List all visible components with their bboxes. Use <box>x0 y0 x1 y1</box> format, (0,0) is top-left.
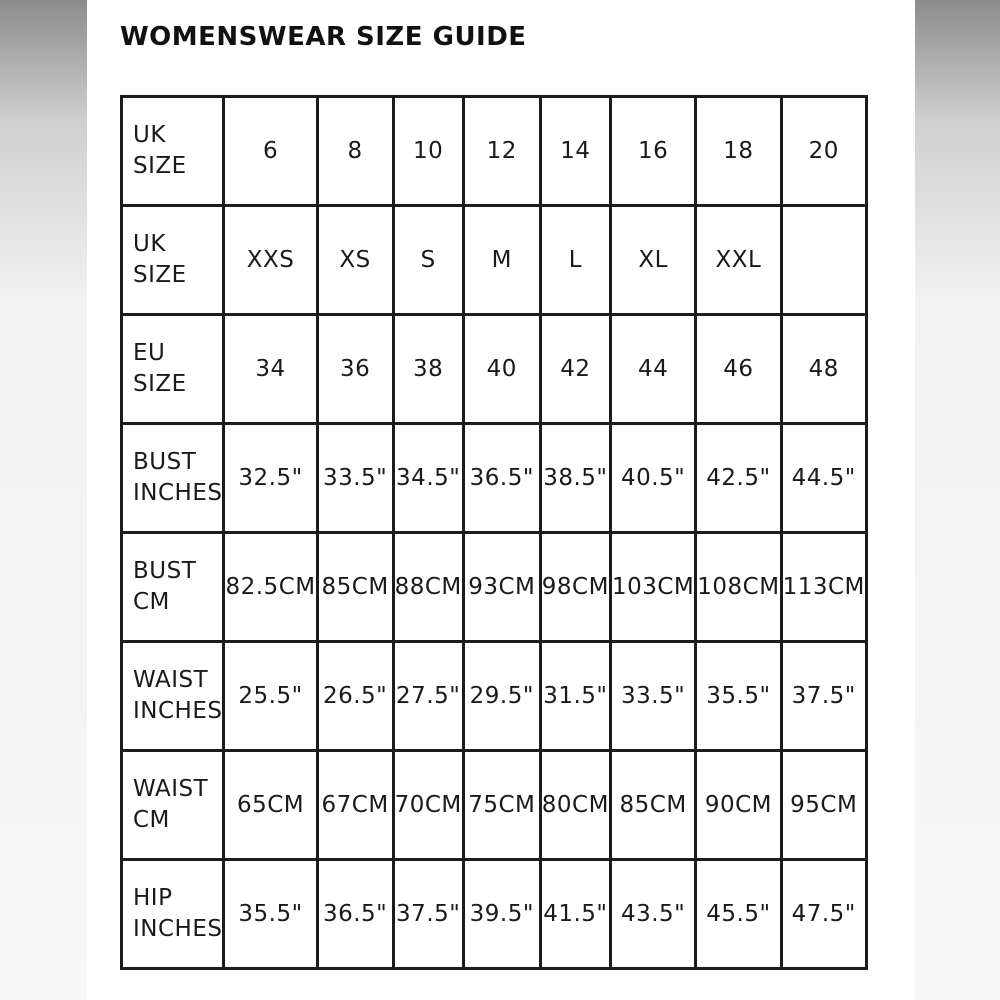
row-label-line2: INCHES <box>133 916 223 942</box>
cell-value: 36.5" <box>322 901 388 927</box>
table-cell <box>393 424 463 533</box>
table-cell <box>540 533 610 642</box>
table-cell <box>610 424 695 533</box>
table-cell <box>224 315 317 424</box>
table-cell <box>696 860 781 969</box>
row-label-cell <box>122 424 224 533</box>
table-cell <box>393 97 463 206</box>
table-cell <box>540 206 610 315</box>
cell-value: XXL <box>715 247 762 273</box>
table-cell <box>781 315 866 424</box>
row-label-line1: BUST <box>133 557 197 584</box>
row-label-line2: SIZE <box>133 262 187 288</box>
table-cell <box>463 642 540 751</box>
table-cell <box>696 315 781 424</box>
row-label-cell <box>122 97 224 206</box>
table-cell <box>393 315 463 424</box>
table-cell <box>317 642 393 751</box>
cell-value: 27.5" <box>396 683 461 709</box>
cell-value: 40.5" <box>620 465 686 491</box>
table-cell <box>317 424 393 533</box>
table-cell <box>781 424 866 533</box>
table-cell <box>781 642 866 751</box>
cell-value: 90CM <box>704 792 772 818</box>
table-cell <box>781 533 866 642</box>
cell-value: 44.5" <box>791 465 856 491</box>
row-label-line2: SIZE <box>133 153 187 179</box>
table-cell <box>610 642 695 751</box>
cell-value: XXS <box>246 247 295 273</box>
cell-value: L <box>568 247 583 273</box>
table-cell <box>696 642 781 751</box>
table-cell <box>393 533 463 642</box>
cell-value: 18 <box>723 138 754 164</box>
table-cell <box>224 533 317 642</box>
row-label-line2: SIZE <box>133 371 187 397</box>
table-cell <box>317 860 393 969</box>
table-cell <box>610 533 695 642</box>
table-row <box>122 97 867 206</box>
table-row <box>122 860 867 969</box>
table-row <box>122 315 867 424</box>
table-cell <box>610 97 695 206</box>
table-cell <box>224 97 317 206</box>
cell-value: XL <box>638 247 668 273</box>
row-label-line1: UK <box>133 121 166 148</box>
page-title: WOMENSWEAR SIZE GUIDE <box>120 22 527 52</box>
table-row <box>122 424 867 533</box>
left-background-strip <box>0 0 87 1000</box>
cell-value: 32.5" <box>238 465 303 491</box>
cell-value: 45.5" <box>706 901 771 927</box>
cell-value: 8 <box>347 138 363 164</box>
cell-value: 82.5CM <box>225 574 316 600</box>
table-cell <box>540 315 610 424</box>
cell-value: 20 <box>808 138 839 164</box>
cell-value: XS <box>339 247 371 273</box>
table-cell <box>393 860 463 969</box>
table-cell <box>781 751 866 860</box>
row-label-cell <box>122 642 224 751</box>
table-row <box>122 206 867 315</box>
table-row <box>122 642 867 751</box>
table-cell <box>696 206 781 315</box>
table-cell <box>317 315 393 424</box>
cell-value: 103CM <box>611 574 695 600</box>
cell-value: 95CM <box>790 792 858 818</box>
table-cell <box>224 424 317 533</box>
cell-value: 26.5" <box>322 683 388 709</box>
table-cell <box>317 751 393 860</box>
row-label-line1: EU <box>133 339 166 366</box>
table-cell <box>540 860 610 969</box>
right-background-strip <box>915 0 1000 1000</box>
table-cell <box>224 642 317 751</box>
cell-value: 65CM <box>236 792 305 818</box>
table-cell <box>696 533 781 642</box>
table-cell <box>463 206 540 315</box>
cell-value: 33.5" <box>620 683 686 709</box>
cell-value: 36 <box>339 356 371 382</box>
cell-value: 39.5" <box>469 901 534 927</box>
cell-value: 41.5" <box>543 901 608 927</box>
table-cell <box>540 97 610 206</box>
row-label-cell <box>122 206 224 315</box>
cell-value: 44 <box>637 356 669 382</box>
cell-value: 47.5" <box>791 901 856 927</box>
table-cell <box>781 860 866 969</box>
cell-value: 80CM <box>541 792 609 818</box>
cell-value: M <box>491 247 512 273</box>
size-table-body <box>122 97 867 969</box>
row-label-cell <box>122 860 224 969</box>
cell-value: 12 <box>486 138 517 164</box>
cell-value: 10 <box>413 138 444 164</box>
cell-value: 37.5" <box>396 901 461 927</box>
row-label-cell <box>122 533 224 642</box>
cell-value: 29.5" <box>469 683 534 709</box>
table-cell <box>463 424 540 533</box>
table-cell <box>696 424 781 533</box>
table-cell <box>317 533 393 642</box>
row-label-line1: WAIST <box>133 775 209 802</box>
table-cell <box>224 751 317 860</box>
table-row <box>122 533 867 642</box>
cell-value: 35.5" <box>238 901 303 927</box>
cell-value: 31.5" <box>543 683 608 709</box>
table-cell <box>610 860 695 969</box>
cell-value: 34.5" <box>396 465 461 491</box>
row-label-line2: CM <box>133 807 170 833</box>
row-label-line2: CM <box>133 589 170 615</box>
cell-value: 6 <box>262 138 279 164</box>
table-cell <box>463 751 540 860</box>
cell-value: 70CM <box>394 792 462 818</box>
cell-value: 42.5" <box>706 465 771 491</box>
cell-value: 93CM <box>468 574 536 600</box>
table-cell <box>224 206 317 315</box>
table-cell <box>540 424 610 533</box>
cell-value: 46 <box>723 356 754 382</box>
cell-value: 33.5" <box>322 465 388 491</box>
table-cell <box>696 97 781 206</box>
table-cell <box>393 206 463 315</box>
cell-value: 108CM <box>697 574 780 600</box>
table-cell <box>463 97 540 206</box>
cell-value: 14 <box>560 138 591 164</box>
table-cell <box>610 751 695 860</box>
cell-value: 38.5" <box>543 465 608 491</box>
table-cell <box>393 642 463 751</box>
cell-value: 75CM <box>468 792 536 818</box>
table-cell <box>393 751 463 860</box>
row-label-line1: HIP <box>133 884 173 911</box>
cell-value: 34 <box>255 356 286 382</box>
table-cell <box>463 533 540 642</box>
cell-value: 37.5" <box>791 683 856 709</box>
table-cell <box>317 97 393 206</box>
cell-value: 88CM <box>394 574 462 600</box>
table-cell <box>781 206 866 315</box>
table-cell <box>463 315 540 424</box>
table-cell <box>463 860 540 969</box>
row-label-cell <box>122 751 224 860</box>
cell-value: 67CM <box>321 792 389 818</box>
cell-value: 42 <box>560 356 591 382</box>
table-cell <box>610 315 695 424</box>
table-cell <box>610 206 695 315</box>
cell-value: 85CM <box>321 574 389 600</box>
cell-value: 35.5" <box>706 683 771 709</box>
table-cell <box>317 206 393 315</box>
cell-value: 38 <box>413 356 444 382</box>
cell-value: 36.5" <box>469 465 534 491</box>
table-cell <box>540 751 610 860</box>
cell-value: 48 <box>808 356 839 382</box>
cell-value: 40 <box>486 356 517 382</box>
table-cell <box>696 751 781 860</box>
table-cell <box>540 642 610 751</box>
cell-value: S <box>420 247 436 273</box>
table-cell <box>781 97 866 206</box>
row-label-line1: BUST <box>133 448 197 475</box>
cell-value: 113CM <box>782 574 865 600</box>
table-cell <box>224 860 317 969</box>
row-label-line2: INCHES <box>133 480 223 506</box>
row-label-line1: WAIST <box>133 666 209 693</box>
row-label-cell <box>122 315 224 424</box>
size-guide-table <box>120 95 868 970</box>
cell-value: 98CM <box>541 574 609 600</box>
cell-value: 43.5" <box>620 901 686 927</box>
cell-value: 16 <box>637 138 669 164</box>
cell-value: 25.5" <box>238 683 303 709</box>
row-label-line1: UK <box>133 230 166 257</box>
row-label-line2: INCHES <box>133 698 223 724</box>
cell-value: 85CM <box>619 792 687 818</box>
table-row <box>122 751 867 860</box>
